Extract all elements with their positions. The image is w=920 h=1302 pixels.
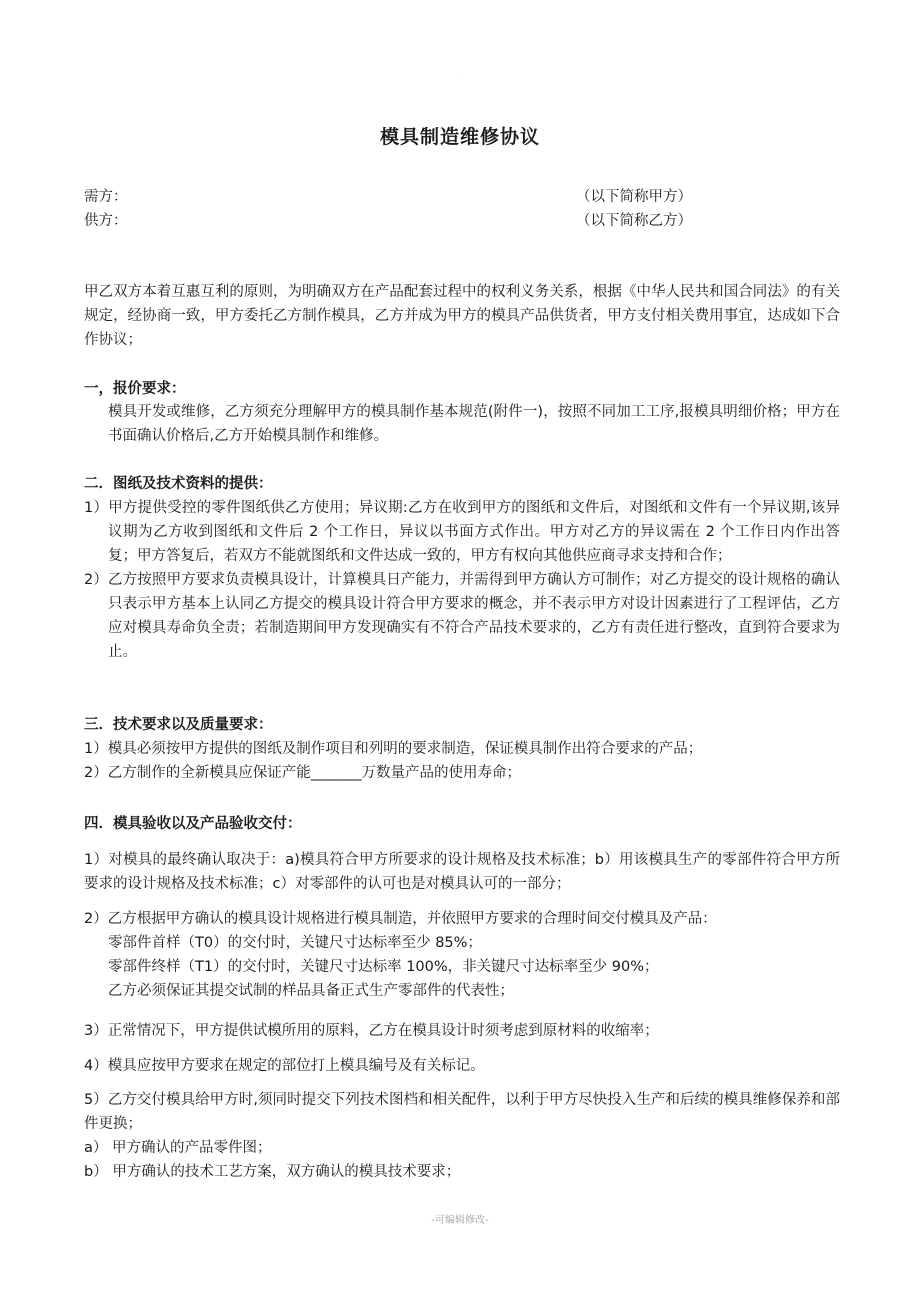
section-4-item-3-block [84,1019,840,1043]
header-mark: . [456,70,458,77]
section-4-item-2: 2）乙方根据甲方确认的模具设计规格进行模具制造，并依照甲方要求的合理时间交付模具及产品： [84,911,717,927]
intro-text: 甲乙双方本着互惠互利的原则，为明确双方在产品配套过程中的权利义务关系，根据《中华人民共和国合同法》的有关规定，经协商一致，甲方委托乙方制作模具，乙方并成为甲方的模具产品供货者，甲方支付相关费用事宜，达成如下合作协议； [84,284,840,348]
buyer-label: 需方： [84,189,128,205]
section-4-item-4: 4）模具应按甲方要求在规定的部位打上模具编号及有关标记。 [84,1058,485,1074]
section-3-item-1: 1）模具必须按甲方提供的图纸及制作项目和列明的要求制造，保证模具制作出符合要求的产品； [84,741,703,757]
section-4-item-2-block [84,907,840,1003]
section-4-item-5-block [84,1088,840,1184]
section-1-paragraph: 模具开发或维修，乙方须充分理解甲方的模具制作基本规范(附件一)，按照不同加工工序,报模具明细价格；甲方在书面确认价格后,乙方开始模具制作和维修。 [108,404,840,444]
section-4-item-4-block [84,1054,840,1078]
page-footer: -可编辑修改- [431,1215,489,1226]
section-3-heading: 三．技术要求以及质量要求： [84,717,273,733]
section-2-item-1: 1）甲方提供受控的零件图纸供乙方使用；异议期:乙方在收到甲方的图纸和文件后，对图纸和文件有一个异议期,该异议期为乙方收到图纸和文件后 2 个工作日，异议以书面方式作出。甲方对乙方的异议需在 2 个工作日内作出答复；甲方答复后，若双方不能就图纸和文件达成一致的，甲方有权向其他供应商寻求支持和合作； [84,500,840,564]
document-title: 模具制造维修协议 [379,126,540,148]
section-1-heading: 一，报价要求： [84,381,186,397]
supplier-note: （以下简称乙方） [576,213,692,229]
buyer-note: （以下简称甲方） [576,189,692,205]
section-1-body [84,400,840,448]
section-2-body [84,496,840,664]
section-2-item-2: 2）乙方按照甲方要求负责模具设计，计算模具日产能力，并需得到甲方确认方可制作；对乙方提交的设计规格的确认只表示甲方基本上认同乙方提交的模具设计符合甲方要求的概念，并不表示甲方对设计因素进行了工程评估，乙方应对模具寿命负全责；若制造期间甲方发现确实有不符合产品技术要求的，乙方有责任进行整改，直到符合要求为止。 [84,572,840,660]
section-3-item-2: 2）乙方制作的全新模具应保证产能_______万数量产品的使用寿命； [84,765,521,781]
section-4-item-2a: 零部件首样（T0）的交付时，关键尺寸达标率至少 85%； [108,935,482,951]
supplier-label: 供方： [84,213,128,229]
section-4-item-5b: b） 甲方确认的技术工艺方案，双方确认的模具技术要求； [84,1164,461,1180]
section-4-item-5a: a） 甲方确认的产品零件图； [84,1140,272,1156]
intro-paragraph [84,280,840,352]
section-4-item-3: 3）正常情况下，甲方提供试模所用的原料，乙方在模具设计时须考虑到原材料的收缩率； [84,1023,659,1039]
section-4-item-2c: 乙方必须保证其提交试制的样品具备正式生产零部件的代表性； [108,983,514,999]
section-4-heading: 四．模具验收以及产品验收交付： [84,816,302,832]
section-4-item-2b: 零部件终样（T1）的交付时，关键尺寸达标率 100%，非关键尺寸达标率至少 90%； [108,959,659,975]
section-3-body [84,737,840,785]
section-4-item-5: 5）乙方交付模具给甲方时,须同时提交下列技术图档和相关配件，以利于甲方尽快投入生产和后续的模具维修保养和部件更换； [84,1092,840,1132]
section-4-item-1-block [84,848,840,896]
section-4-item-1: 1）对模具的最终确认取决于：a)模具符合甲方所要求的设计规格及技术标准；b）用该模具生产的零部件符合甲方所要求的设计规格及技术标准；c）对零部件的认可也是对模具认可的一部分； [84,852,840,892]
section-2-heading: 二．图纸及技术资料的提供： [84,476,273,492]
